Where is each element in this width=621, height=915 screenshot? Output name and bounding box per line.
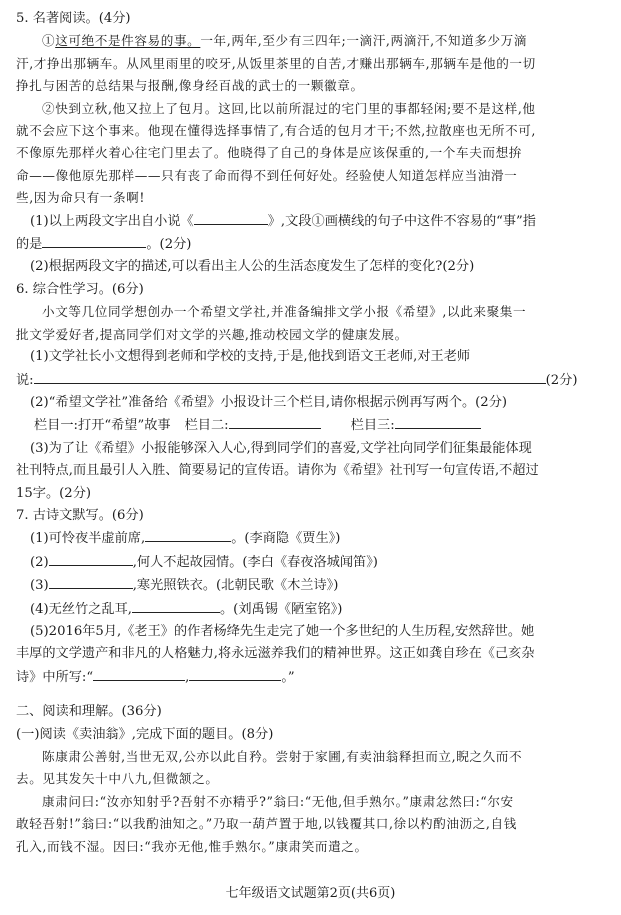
q5-passage1-line3: 挣扎与困苦的总结果与报酬,像身经百战的武士的一颗徽章。: [16, 78, 364, 94]
q6-question3-line1: (3)为了让《希望》小报能够深入人心,得到同学们的喜爱,文学社向同学们征集最能体现: [30, 440, 532, 456]
q7-item5-line3: 诗》中所写:“ , 。”: [16, 666, 607, 689]
q6-intro-line2: 批文学爱好者,提高同学们对文学的兴趣,推动校园文学的健康发展。: [16, 326, 408, 342]
q6-heading: 6. 综合性学习。(6分): [16, 281, 144, 297]
q6-question2: (2)“希望文学社”准备给《希望》小报设计三个栏目,请你根据示例再写两个。(2分): [30, 394, 508, 410]
q5-passage1-line1: ①这可绝不是件容易的事。一年,两年,至少有三四年;一滴汗,两滴汗,不知道多少万滴: [42, 33, 528, 49]
underlined-sentence: 这可绝不是件容易的事。: [55, 33, 201, 49]
q6-question1: (1)文学社长小文想得到老师和学校的支持,于是,他找到语文王老师,对王老师: [30, 349, 471, 365]
q7-item5-line2: 丰厚的文学遗产和非凡的人格魅力,将永远滋养我们的精神世界。这正如龚自珍在《己亥杂: [16, 646, 535, 662]
q7-item2: (2) ,何人不起故园情。(李白《春夜洛城闻笛》): [16, 551, 607, 574]
column2-blank[interactable]: [229, 414, 321, 429]
q5-passage2-line5: 些,因为命只有一条啊!: [16, 190, 146, 206]
q7-item3: (3) ,寒光照铁衣。(北朝民歌《木兰诗》): [16, 574, 607, 597]
q6-question1-answer-line: 说: (2分): [16, 369, 607, 392]
poem5a-blank[interactable]: [93, 666, 185, 681]
q6-question3-line3: 15字。(2分): [16, 485, 92, 501]
q5-passage2-line3: 不像原先那样火着心往宅门里去了。他晓得了自己的身体是应该保重的,一个车夫而想拚: [16, 145, 522, 161]
maiyouweng-line4: 敢轻吾射!”翁曰:“以我酌油知之。”乃取一葫芦置于地,以钱覆其口,徐以杓酌油沥之,自钱: [16, 816, 517, 832]
q5-question2: (2)根据两段文字的描述,可以看出主人公的生活态度发生了怎样的变化?(2分): [30, 259, 475, 275]
q7-item1: (1)可怜夜半虚前席, 。(李商隐《贾生》): [16, 527, 607, 550]
q6-question3-line2: 社刊特点,而且最引人入胜、简要易记的宣传语。请你为《希望》社刊写一句宣传语,不超过: [16, 463, 539, 479]
poem3-blank[interactable]: [49, 574, 133, 589]
section2-heading: 二、阅读和理解。(36分): [16, 704, 162, 720]
q5-passage2-line1: ②快到立秋,他又拉上了包月。这回,比以前所混过的宅门里的事都轻闲;要不是这样,他: [42, 100, 536, 116]
column3-blank[interactable]: [395, 414, 481, 429]
page-footer: 七年级语文试题第2页(共6页): [225, 886, 396, 901]
poem4-blank[interactable]: [132, 598, 220, 613]
teacher-speech-blank[interactable]: [34, 369, 546, 384]
q7-heading: 7. 古诗文默写。(6分): [16, 507, 144, 523]
q5-passage1-line2: 汗,才挣出那辆车。从风里雨里的咬牙,从饭里茶里的自苦,才赚出那辆车,那辆车是他的一切: [16, 55, 536, 71]
q5-question1-cont: 的是 。(2分): [16, 233, 607, 256]
q5-passage2-line4: 命——像他原先那样——只有丧了命而得不到任何好处。经验使人知道怎样应当油滑一: [16, 167, 518, 183]
q5-heading: 5. 名著阅读。(4分): [16, 11, 131, 26]
q7-item5-line1: (5)2016年5月,《老王》的作者杨绛先生走完了她一个多世纪的人生历程,安然辞世。她: [30, 623, 535, 639]
maiyouweng-line1: 陈康肃公善射,当世无双,公亦以此自矜。尝射于家圃,有卖油翁释担而立,睨之久而不: [42, 749, 523, 764]
event-answer-blank[interactable]: [42, 233, 146, 248]
poem2-blank[interactable]: [49, 551, 133, 566]
q5-passage2-line2: 就不会应下这个事来。他现在懂得选择事情了,有合适的包月才干;不然,拉散座也无所不可,: [16, 123, 537, 139]
q6-columns: 栏目一:打开“希望”故事 栏目二: 栏目三:: [16, 414, 607, 437]
maiyouweng-line3: 康肃问曰:“汝亦知射乎?吾射不亦精乎?”翁曰:“无他,但手熟尔。”康肃忿然曰:“尔安: [42, 793, 514, 809]
poem5b-blank[interactable]: [189, 666, 281, 681]
novel-title-blank[interactable]: [194, 210, 268, 225]
q6-intro-line1: 小文等几位同学想创办一个希望文学社,并准备编排文学小报《希望》,以此来聚集一: [42, 304, 527, 320]
maiyouweng-line2: 去。见其发矢十中八九,但微颔之。: [16, 771, 219, 787]
section2-sub-heading: (一)阅读《卖油翁》,完成下面的题目。(8分): [16, 726, 274, 742]
q7-item4: (4)无丝竹之乱耳, 。(刘禹锡《陋室铭》): [16, 598, 607, 621]
poem1-blank[interactable]: [145, 527, 231, 542]
q5-question1: (1)以上两段文字出自小说《 》,文段①画横线的句子中这件不容易的“事”指: [16, 210, 607, 233]
maiyouweng-line5: 孔入,而钱不湿。因曰:“我亦无他,惟手熟尔。”康肃笑而遣之。: [16, 838, 368, 854]
